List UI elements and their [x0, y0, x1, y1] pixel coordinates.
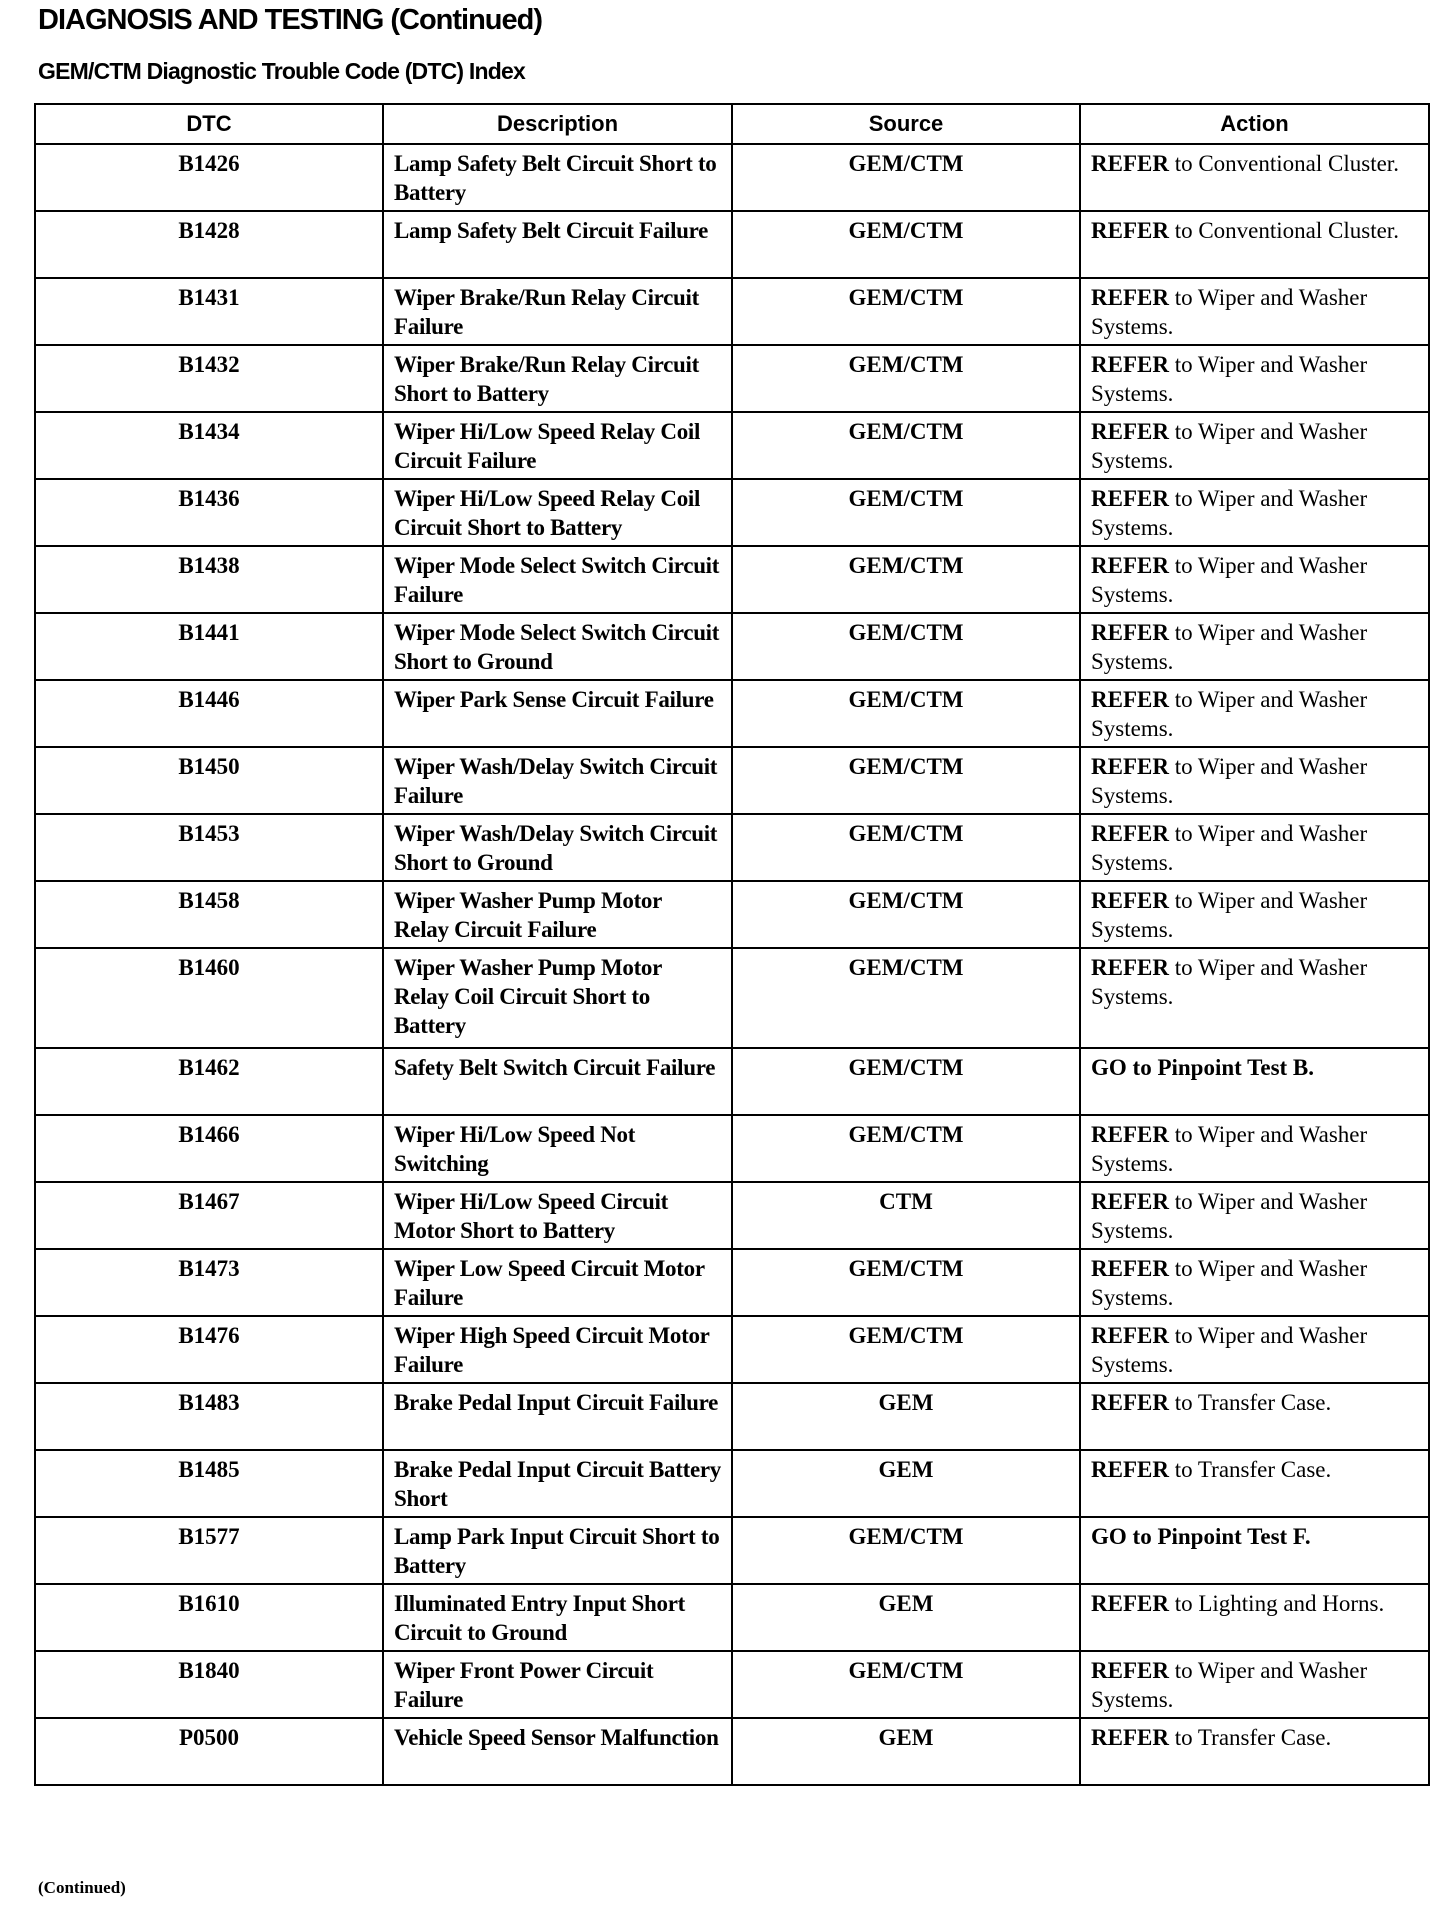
action-verb: GO to Pinpoint Test F. — [1091, 1524, 1311, 1549]
action-verb: GO to Pinpoint Test B. — [1091, 1055, 1315, 1080]
table-row — [35, 1450, 1429, 1517]
action-cell — [1080, 881, 1429, 948]
action-verb: REFER — [1091, 955, 1169, 980]
table-title: GEM/CTM Diagnostic Trouble Code (DTC) Index — [38, 58, 525, 84]
dtc-code-cell: B1450 — [35, 747, 383, 814]
source-cell: GEM/CTM — [732, 881, 1080, 948]
dtc-code-cell: B1428 — [35, 211, 383, 278]
column-header-action: Action — [1080, 104, 1429, 144]
description-cell: Wiper Hi/Low Speed Not Switching — [383, 1115, 732, 1182]
dtc-code-cell: B1438 — [35, 546, 383, 613]
action-text: to Transfer Case. — [1168, 1457, 1332, 1482]
source-cell: GEM/CTM — [732, 345, 1080, 412]
source-cell: GEM/CTM — [732, 144, 1080, 211]
action-verb: REFER — [1091, 486, 1169, 511]
action-cell — [1080, 1048, 1429, 1115]
action-text: to Wiper and Washer Systems. — [1091, 1658, 1368, 1712]
action-text: to Wiper and Washer Systems. — [1091, 754, 1368, 808]
description-cell: Lamp Safety Belt Circuit Failure — [383, 211, 732, 278]
action-cell — [1080, 1584, 1429, 1651]
column-header-dtc: DTC — [35, 104, 383, 144]
table-row — [35, 881, 1429, 948]
description-cell: Wiper Hi/Low Speed Circuit Motor Short to Battery — [383, 1182, 732, 1249]
action-text: to Wiper and Washer Systems. — [1091, 1189, 1368, 1243]
action-text: to Wiper and Washer Systems. — [1091, 1122, 1368, 1176]
description-cell: Wiper High Speed Circuit Motor Failure — [383, 1316, 732, 1383]
source-cell: GEM/CTM — [732, 546, 1080, 613]
source-cell: CTM — [732, 1182, 1080, 1249]
table-row — [35, 814, 1429, 881]
action-text: to Transfer Case. — [1168, 1390, 1332, 1415]
table-row — [35, 1249, 1429, 1316]
source-cell: GEM/CTM — [732, 1651, 1080, 1718]
dtc-code-cell: B1436 — [35, 479, 383, 546]
description-cell: Wiper Washer Pump Motor Relay Coil Circuit Short to Battery — [383, 948, 732, 1048]
action-verb: REFER — [1091, 1658, 1169, 1683]
action-cell — [1080, 479, 1429, 546]
action-cell — [1080, 1182, 1429, 1249]
source-cell: GEM/CTM — [732, 1048, 1080, 1115]
dtc-code-cell: B1453 — [35, 814, 383, 881]
table-row — [35, 278, 1429, 345]
table-row — [35, 1651, 1429, 1718]
action-verb: REFER — [1091, 1323, 1169, 1348]
action-verb: REFER — [1091, 1189, 1169, 1214]
action-cell — [1080, 345, 1429, 412]
action-text: to Wiper and Washer Systems. — [1091, 553, 1368, 607]
table-row — [35, 1383, 1429, 1450]
dtc-code-cell: B1577 — [35, 1517, 383, 1584]
action-cell — [1080, 680, 1429, 747]
table-header-row — [35, 104, 1429, 144]
description-cell: Wiper Brake/Run Relay Circuit Short to Battery — [383, 345, 732, 412]
source-cell: GEM/CTM — [732, 1316, 1080, 1383]
source-cell: GEM — [732, 1718, 1080, 1785]
table-row — [35, 546, 1429, 613]
action-cell — [1080, 1115, 1429, 1182]
table-row — [35, 948, 1429, 1048]
action-cell — [1080, 278, 1429, 345]
action-text: to Wiper and Washer Systems. — [1091, 1256, 1368, 1310]
action-verb: REFER — [1091, 419, 1169, 444]
action-cell — [1080, 948, 1429, 1048]
description-cell: Brake Pedal Input Circuit Failure — [383, 1383, 732, 1450]
action-verb: REFER — [1091, 285, 1169, 310]
source-cell: GEM/CTM — [732, 278, 1080, 345]
description-cell: Wiper Brake/Run Relay Circuit Failure — [383, 278, 732, 345]
dtc-code-cell: B1840 — [35, 1651, 383, 1718]
dtc-code-cell: B1460 — [35, 948, 383, 1048]
dtc-code-cell: B1610 — [35, 1584, 383, 1651]
dtc-code-cell: B1426 — [35, 144, 383, 211]
source-cell: GEM/CTM — [732, 1249, 1080, 1316]
action-cell — [1080, 1651, 1429, 1718]
description-cell: Wiper Front Power Circuit Failure — [383, 1651, 732, 1718]
continued-footer: (Continued) — [38, 1878, 126, 1897]
dtc-code-cell: B1476 — [35, 1316, 383, 1383]
dtc-code-cell: B1441 — [35, 613, 383, 680]
table-row — [35, 144, 1429, 211]
column-header-source: Source — [732, 104, 1080, 144]
source-cell: GEM/CTM — [732, 948, 1080, 1048]
table-row — [35, 1115, 1429, 1182]
dtc-code-cell: B1466 — [35, 1115, 383, 1182]
dtc-code-cell: B1446 — [35, 680, 383, 747]
action-cell — [1080, 1450, 1429, 1517]
description-cell: Wiper Mode Select Switch Circuit Short to Ground — [383, 613, 732, 680]
description-cell: Lamp Park Input Circuit Short to Battery — [383, 1517, 732, 1584]
action-cell — [1080, 412, 1429, 479]
action-verb: REFER — [1091, 687, 1169, 712]
action-cell — [1080, 144, 1429, 211]
description-cell: Wiper Washer Pump Motor Relay Circuit Failure — [383, 881, 732, 948]
table-row — [35, 747, 1429, 814]
description-cell: Lamp Safety Belt Circuit Short to Battery — [383, 144, 732, 211]
action-verb: REFER — [1091, 821, 1169, 846]
action-cell — [1080, 814, 1429, 881]
action-verb: REFER — [1091, 553, 1169, 578]
action-text: to Wiper and Washer Systems. — [1091, 285, 1368, 339]
action-text: to Wiper and Washer Systems. — [1091, 419, 1368, 473]
table-row — [35, 479, 1429, 546]
action-cell — [1080, 211, 1429, 278]
action-text: to Wiper and Washer Systems. — [1091, 352, 1368, 406]
description-cell: Safety Belt Switch Circuit Failure — [383, 1048, 732, 1115]
description-cell: Wiper Park Sense Circuit Failure — [383, 680, 732, 747]
table-row — [35, 1517, 1429, 1584]
action-verb: REFER — [1091, 1390, 1169, 1415]
action-cell — [1080, 1383, 1429, 1450]
source-cell: GEM/CTM — [732, 1517, 1080, 1584]
action-verb: REFER — [1091, 218, 1169, 243]
table-row — [35, 1718, 1429, 1785]
action-cell — [1080, 613, 1429, 680]
action-verb: REFER — [1091, 1725, 1169, 1750]
action-text: to Lighting and Horns. — [1168, 1591, 1385, 1616]
dtc-code-cell: B1458 — [35, 881, 383, 948]
source-cell: GEM/CTM — [732, 680, 1080, 747]
source-cell: GEM — [732, 1450, 1080, 1517]
action-text: to Wiper and Washer Systems. — [1091, 486, 1368, 540]
source-cell: GEM/CTM — [732, 479, 1080, 546]
action-text: to Wiper and Washer Systems. — [1091, 1323, 1368, 1377]
table-body — [35, 144, 1429, 1785]
action-verb: REFER — [1091, 754, 1169, 779]
column-header-description: Description — [383, 104, 732, 144]
description-cell: Vehicle Speed Sensor Malfunction — [383, 1718, 732, 1785]
action-cell — [1080, 546, 1429, 613]
dtc-code-cell: B1473 — [35, 1249, 383, 1316]
table-row — [35, 345, 1429, 412]
description-cell: Wiper Hi/Low Speed Relay Coil Circuit Failure — [383, 412, 732, 479]
action-text: to Wiper and Washer Systems. — [1091, 888, 1368, 942]
page-title: DIAGNOSIS AND TESTING (Continued) — [38, 4, 543, 36]
source-cell: GEM — [732, 1584, 1080, 1651]
action-text: to Wiper and Washer Systems. — [1091, 955, 1368, 1009]
table-row — [35, 1584, 1429, 1651]
description-cell: Brake Pedal Input Circuit Battery Short — [383, 1450, 732, 1517]
action-text: to Wiper and Washer Systems. — [1091, 620, 1368, 674]
source-cell: GEM/CTM — [732, 211, 1080, 278]
action-verb: REFER — [1091, 1122, 1169, 1147]
description-cell: Wiper Mode Select Switch Circuit Failure — [383, 546, 732, 613]
dtc-code-cell: B1434 — [35, 412, 383, 479]
action-text: to Transfer Case. — [1168, 1725, 1332, 1750]
dtc-index-table — [34, 103, 1430, 1786]
table-row — [35, 613, 1429, 680]
action-cell — [1080, 1316, 1429, 1383]
dtc-code-cell: B1485 — [35, 1450, 383, 1517]
source-cell: GEM/CTM — [732, 814, 1080, 881]
description-cell: Wiper Wash/Delay Switch Circuit Short to Ground — [383, 814, 732, 881]
source-cell: GEM/CTM — [732, 1115, 1080, 1182]
action-text: to Wiper and Washer Systems. — [1091, 821, 1368, 875]
dtc-code-cell: B1483 — [35, 1383, 383, 1450]
dtc-code-cell: B1467 — [35, 1182, 383, 1249]
dtc-code-cell: B1431 — [35, 278, 383, 345]
table-row — [35, 1316, 1429, 1383]
action-verb: REFER — [1091, 888, 1169, 913]
description-cell: Illuminated Entry Input Short Circuit to Ground — [383, 1584, 732, 1651]
description-cell: Wiper Low Speed Circuit Motor Failure — [383, 1249, 732, 1316]
action-verb: REFER — [1091, 151, 1169, 176]
action-verb: REFER — [1091, 1457, 1169, 1482]
table-row — [35, 211, 1429, 278]
source-cell: GEM/CTM — [732, 412, 1080, 479]
dtc-code-cell: P0500 — [35, 1718, 383, 1785]
table-row — [35, 1182, 1429, 1249]
source-cell: GEM/CTM — [732, 613, 1080, 680]
source-cell: GEM/CTM — [732, 747, 1080, 814]
action-cell — [1080, 1718, 1429, 1785]
action-text: to Wiper and Washer Systems. — [1091, 687, 1368, 741]
dtc-code-cell: B1462 — [35, 1048, 383, 1115]
table-row — [35, 1048, 1429, 1115]
dtc-code-cell: B1432 — [35, 345, 383, 412]
source-cell: GEM — [732, 1383, 1080, 1450]
action-cell — [1080, 1249, 1429, 1316]
action-verb: REFER — [1091, 620, 1169, 645]
description-cell: Wiper Wash/Delay Switch Circuit Failure — [383, 747, 732, 814]
action-verb: REFER — [1091, 1591, 1169, 1616]
table-row — [35, 412, 1429, 479]
action-text: to Conventional Cluster. — [1168, 151, 1399, 176]
table-row — [35, 680, 1429, 747]
description-cell: Wiper Hi/Low Speed Relay Coil Circuit Short to Battery — [383, 479, 732, 546]
action-verb: REFER — [1091, 1256, 1169, 1281]
action-cell — [1080, 747, 1429, 814]
action-verb: REFER — [1091, 352, 1169, 377]
action-cell — [1080, 1517, 1429, 1584]
action-text: to Conventional Cluster. — [1168, 218, 1399, 243]
